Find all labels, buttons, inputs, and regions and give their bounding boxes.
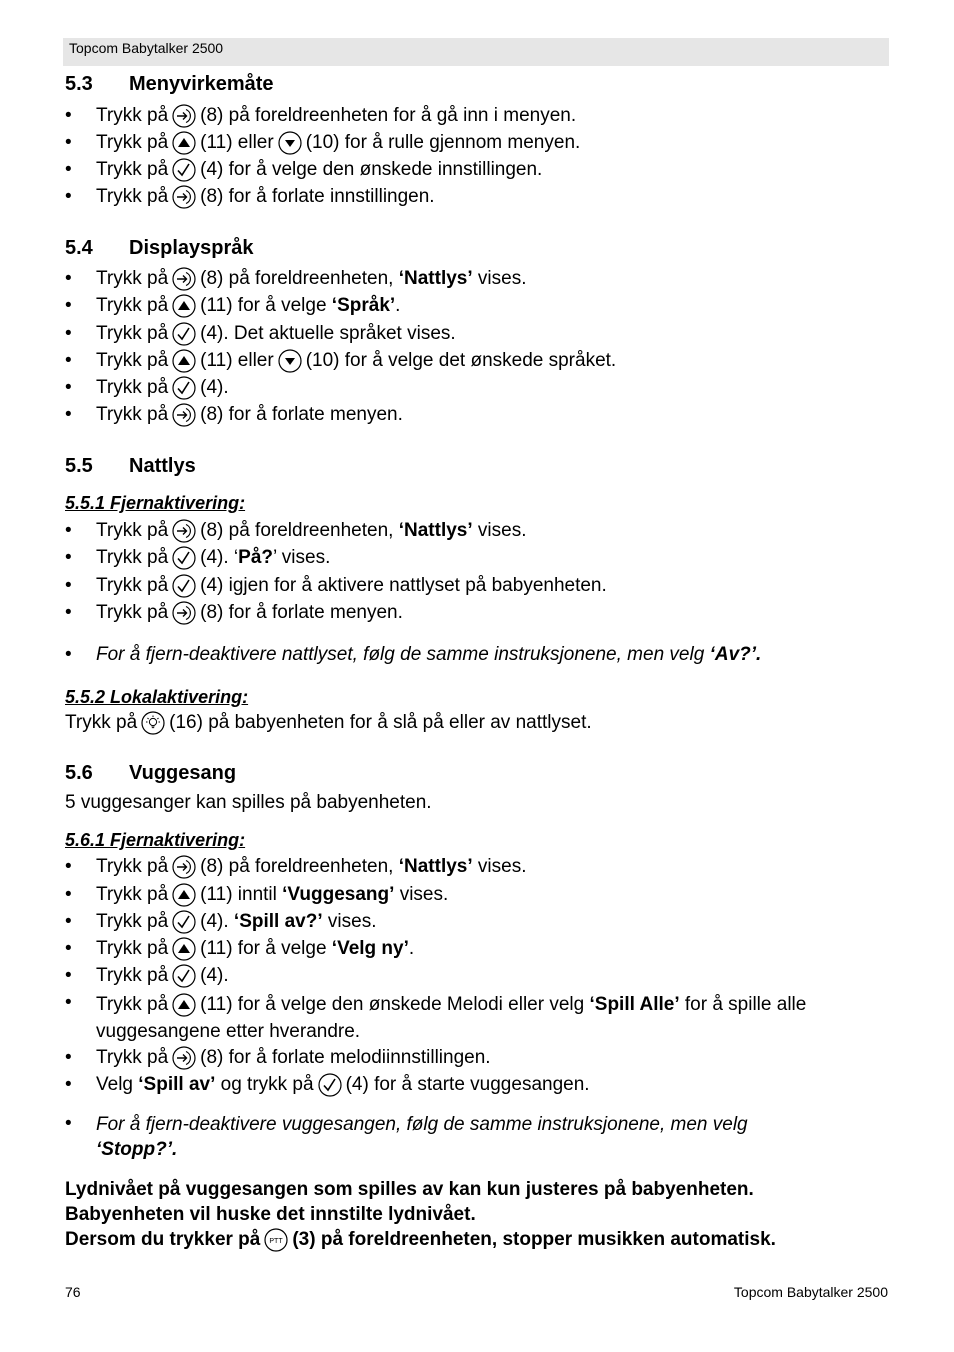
up-arrow-icon — [172, 349, 196, 373]
up-arrow-icon — [172, 294, 196, 318]
checkmark-icon — [172, 546, 196, 570]
menu-enter-icon — [172, 403, 196, 427]
menu-enter-icon — [172, 104, 196, 128]
paragraph: 5 vuggesanger kan spilles på babyenheten. — [65, 792, 432, 813]
menu-enter-icon — [172, 267, 196, 291]
subsection-heading: 5.5.2 Lokalaktivering: — [65, 687, 249, 707]
footer-title: Topcom Babytalker 2500 — [733, 1284, 888, 1300]
checkmark-icon — [318, 1073, 342, 1097]
section-heading-5-6: 5.6 Vuggesang — [65, 762, 237, 784]
bold-paragraph-line: Lydnivået på vuggesangen som spilles av kan kun justeres på babyenheten. — [65, 1179, 754, 1200]
checkmark-icon — [172, 964, 196, 988]
section-heading-5-4: 5.4 Displayspråk — [65, 237, 254, 259]
menu-enter-icon — [172, 185, 196, 209]
up-arrow-icon — [172, 883, 196, 907]
menu-enter-icon — [172, 519, 196, 543]
page-header — [63, 38, 889, 66]
section-heading-5-5: 5.5 Nattlys — [65, 455, 196, 477]
svg-text:PTT: PTT — [269, 1238, 283, 1245]
subsection-heading: 5.6.1 Fjernaktivering: — [65, 830, 246, 850]
header-title: Topcom Babytalker 2500 — [69, 40, 224, 56]
menu-enter-icon — [172, 855, 196, 879]
bold-paragraph-line: Babyenheten vil huske det innstilte lydnivået. — [65, 1204, 476, 1225]
ptt-icon — [264, 1228, 288, 1252]
checkmark-icon — [172, 322, 196, 346]
up-arrow-icon — [172, 993, 196, 1017]
checkmark-icon — [172, 910, 196, 934]
checkmark-icon — [172, 574, 196, 598]
checkmark-icon — [172, 376, 196, 400]
subsection-heading: 5.5.1 Fjernaktivering: — [65, 493, 246, 513]
down-arrow-icon — [278, 131, 302, 155]
up-arrow-icon — [172, 131, 196, 155]
checkmark-icon — [172, 158, 196, 182]
page-number: 76 — [65, 1284, 81, 1300]
menu-enter-icon — [172, 601, 196, 625]
nightlight-icon — [141, 711, 165, 735]
section-heading-5-3: 5.3 Menyvirkemåte — [65, 73, 274, 95]
menu-enter-icon — [172, 1046, 196, 1070]
down-arrow-icon — [278, 349, 302, 373]
up-arrow-icon — [172, 937, 196, 961]
paragraph: Trykk på (16) på babyenheten for å slå på eller av nattlyset. — [65, 712, 592, 733]
bold-paragraph-line: Dersom du trykker på PTT (3) på foreldreenheten, stopper musikken automatisk. — [65, 1229, 776, 1250]
